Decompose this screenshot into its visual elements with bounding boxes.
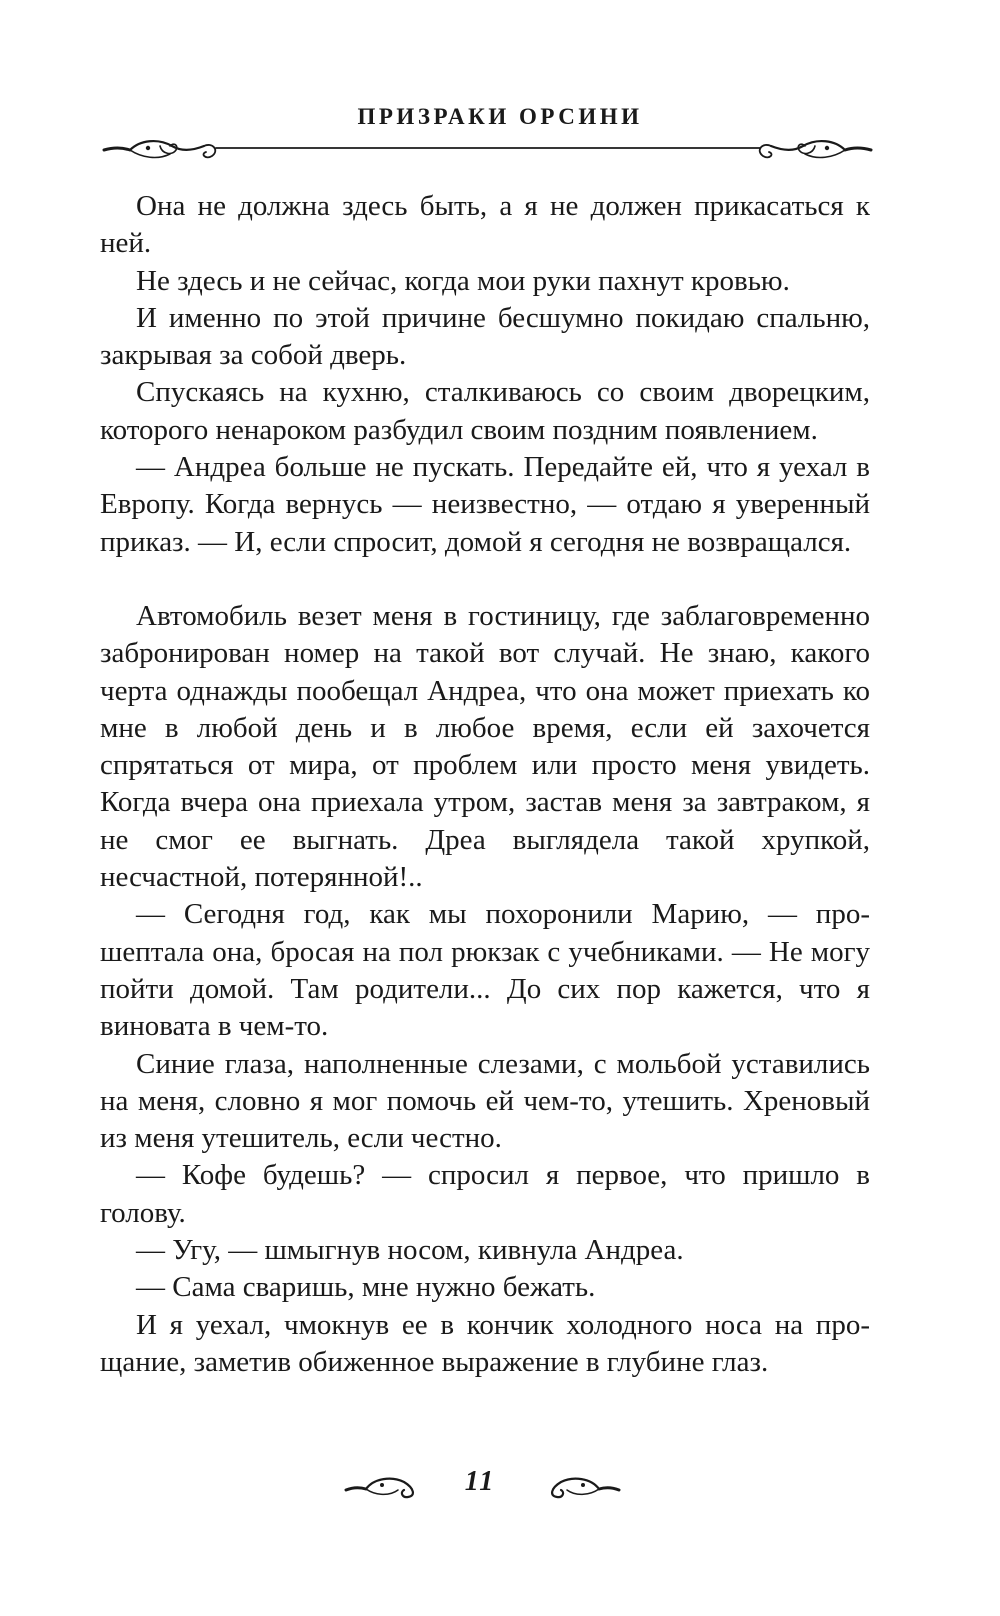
paragraph: — Угу, — шмыгнув носом, кивнула Андреа. <box>136 1234 684 1267</box>
footer-flourish-right-icon <box>545 1472 621 1500</box>
running-title: ПРИЗРАКИ ОРСИНИ <box>357 104 643 129</box>
paragraph: Она не должна здесь быть, а я не должен прикасаться к ней. <box>100 190 870 260</box>
paragraph: Не здесь и не сейчас, когда мои руки пахнут кровью. <box>136 264 790 297</box>
footer-flourish-left-icon <box>344 1472 420 1500</box>
main-text <box>100 188 870 1381</box>
page-number: 11 <box>464 1466 496 1497</box>
paragraph: И я уехал, чмокнув ее в кончик холодного носа на прощание, заметив обиженное выражение в глубине глаз. <box>100 1308 870 1378</box>
paragraph: Спускаясь на кухню, сталкиваюсь со своим дворецким, которого ненароком разбудил своим поздним появлением. <box>100 376 870 446</box>
paragraph: — Кофе будешь? — спросил я первое, что пришло в голову. <box>100 1159 870 1229</box>
paragraph: — Сама сваришь, мне нужно бежать. <box>136 1271 596 1304</box>
paragraph: И именно по этой причине бесшумно покидаю спальню, закрывая за собой дверь. <box>100 301 870 372</box>
page-footer <box>0 1466 1000 1510</box>
paragraph: Автомобиль везет меня в гостиницу, где заблаговременно забронирован номер на такой вот случай. Не знаю, какого черта однажды пообещал Андреа, что она может приехать ко мне в любой день и в любое время, если ей захочется спрятаться от мира, от проблем или просто меня увидеть. Когда вчера она приехала утром, застав меня за завтраком, я не смог ее выгнать. Дреа выглядела такой хрупкой, несчастной, потерянной!.. <box>100 599 870 894</box>
paragraph: — Андреа больше не пускать. Передайте ей, что я уехал в Европу. Когда вернусь — неизвестно, — отдаю я уверенный приказ. — И, если спросит, домой я сегодня не возвращался. <box>100 451 870 558</box>
scene-break <box>100 561 870 598</box>
paragraph: Синие глаза, наполненные слезами, с мольбой уставились на меня, словно я мог помочь ей чем-то, утешить. Хреновый из меня утешитель, если честно. <box>100 1047 870 1155</box>
paragraph: — Сегодня год, как мы похоронили Марию, — прошептала она, бросая на пол рюкзак с учебниками. — Не могу пойти домой. Там родители... До сих пор кажется, что я виновата в чем-то. <box>100 898 870 1043</box>
header-flourish-rule <box>100 130 875 170</box>
